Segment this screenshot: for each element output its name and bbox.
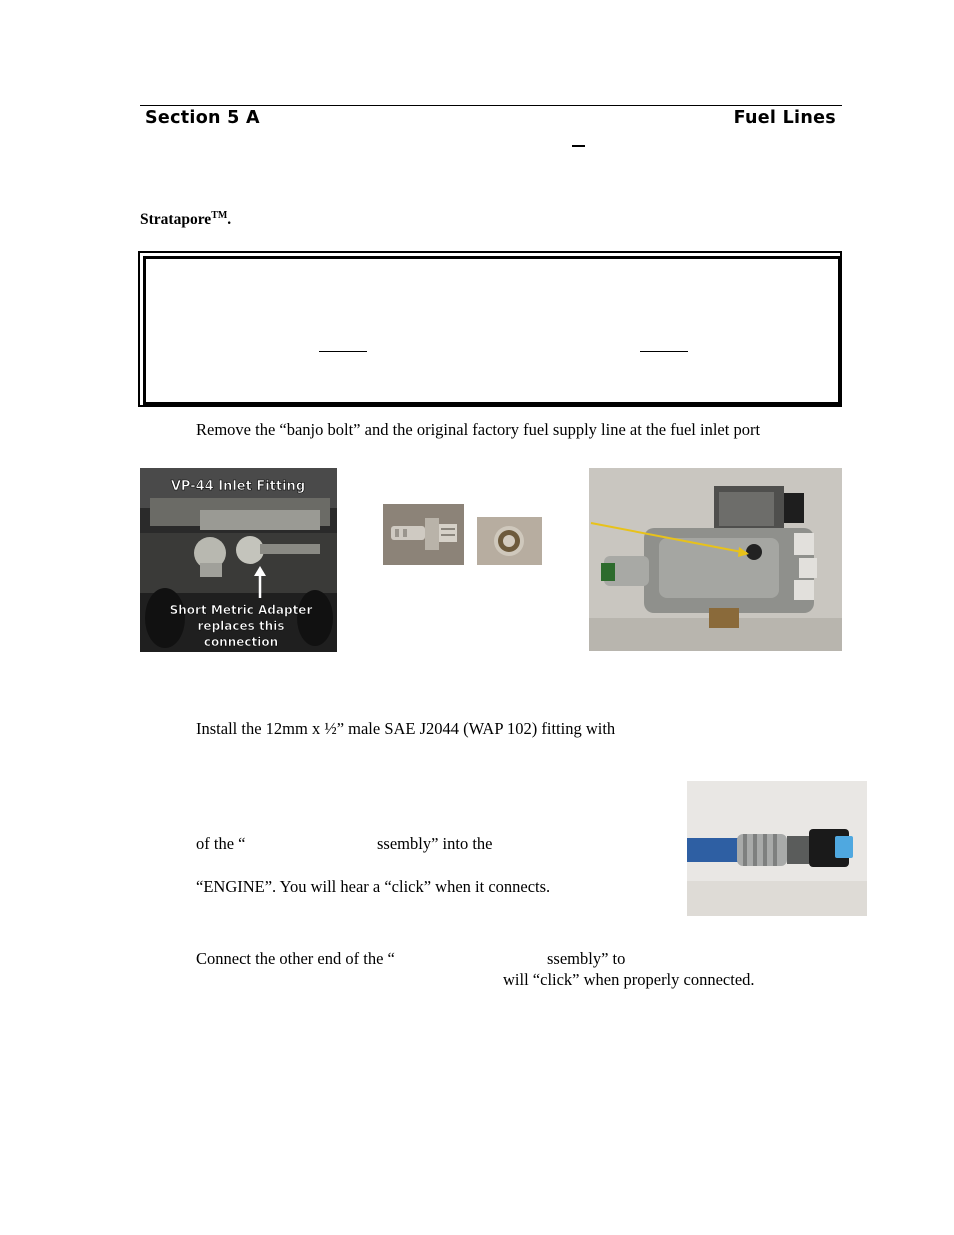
step-of-the-end: ssembly” into the bbox=[377, 834, 493, 853]
note-box bbox=[143, 256, 841, 405]
stratapore-heading bbox=[140, 210, 231, 229]
step-connect-end: ssembly” to bbox=[547, 949, 626, 968]
inlet-photo-caption-1: Short Metric Adapter bbox=[169, 603, 313, 617]
stratapore-word: Stratapore bbox=[140, 211, 212, 229]
trademark-mark: TM bbox=[211, 210, 228, 221]
hose-assembly-photo bbox=[687, 781, 867, 916]
inlet-photo-title: VP-44 Inlet Fitting bbox=[170, 479, 306, 494]
inlet-photo-caption-2: replaces this bbox=[197, 619, 285, 633]
header-rule bbox=[140, 105, 842, 106]
section-title: Fuel Lines bbox=[733, 108, 836, 128]
stratapore-period: . bbox=[227, 211, 232, 229]
step-of-the-start: of the “ bbox=[196, 834, 246, 853]
inlet-fitting-photo bbox=[140, 468, 337, 652]
note-underline-2 bbox=[640, 351, 688, 352]
inlet-photo-caption-3: connection bbox=[203, 635, 279, 649]
section-label: Section 5 A bbox=[145, 108, 260, 128]
step-install-text: Install the 12mm x ½” male SAE J2044 (WAP 102) fitting with bbox=[196, 719, 616, 738]
step-engine-text: “ENGINE”. You will hear a “click” when it connects. bbox=[196, 877, 551, 896]
header-dash bbox=[572, 145, 585, 147]
sealing-washer-photo bbox=[477, 517, 542, 565]
vp44-pump-photo bbox=[589, 468, 842, 651]
adapter-fitting-photo bbox=[383, 504, 464, 565]
note-underline-1 bbox=[319, 351, 367, 352]
step-remove-text: Remove the “banjo bolt” and the original factory fuel supply line at the fuel inlet port bbox=[196, 420, 761, 439]
step-click-text: will “click” when properly connected. bbox=[503, 970, 755, 989]
step-connect-start: Connect the other end of the “ bbox=[196, 949, 395, 968]
